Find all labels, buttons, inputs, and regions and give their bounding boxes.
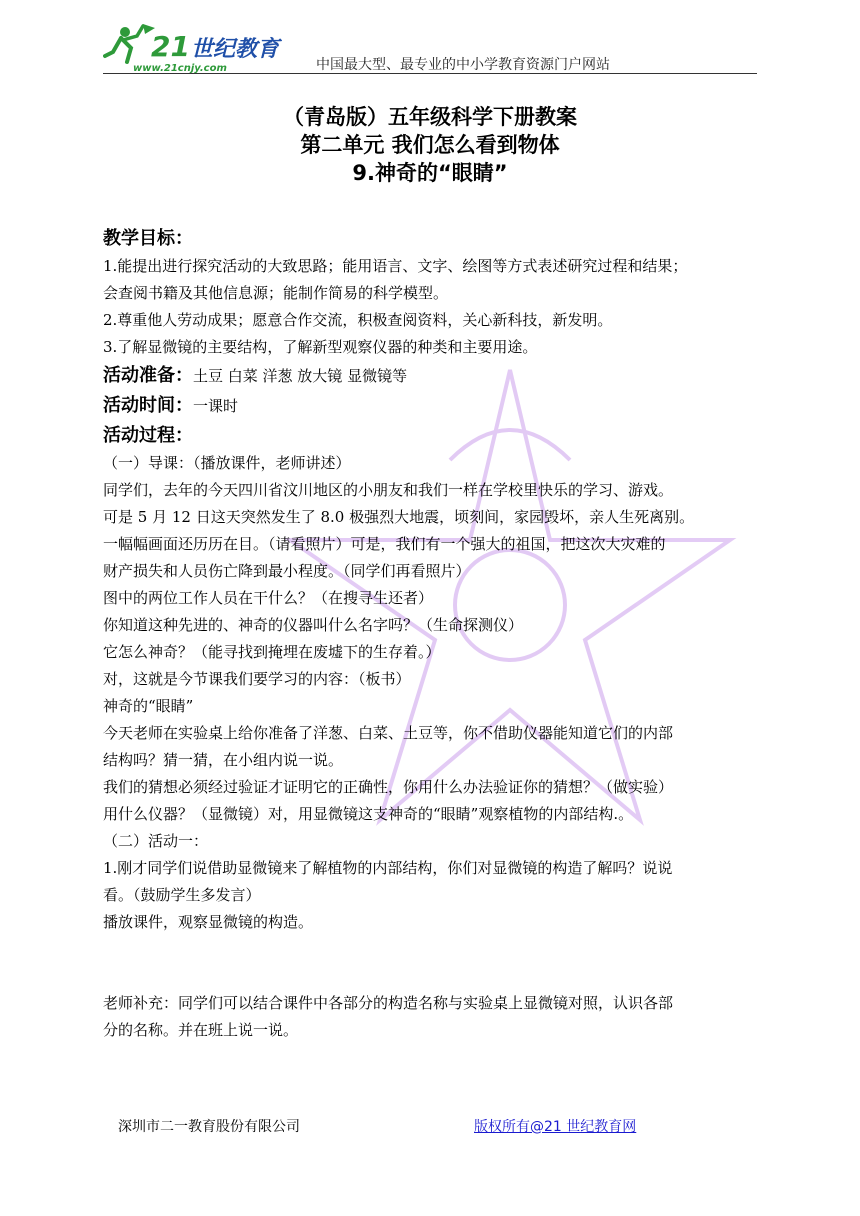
blank-space xyxy=(103,936,763,990)
process-line: 今天老师在实验桌上给你准备了洋葱、白菜、土豆等，你不借助仪器能知道它们的内部 xyxy=(103,724,674,742)
process-line: 1.刚才同学们说借助显微镜来了解植物的内部结构，你们对显微镜的构造了解吗？说说 xyxy=(103,859,673,877)
process-line: 可是 5 月 12 日这天突然发生了 8.0 极强烈大地震，顷刻间，家园毁坏，亲人生死离别。 xyxy=(103,508,695,526)
goal-item-1a: 1.能提出进行探究活动的大致思路；能用语言、文字、绘图等方式表述研究过程和结果； xyxy=(103,257,688,275)
svg-text:世纪教育: 世纪教育 xyxy=(191,37,280,62)
process-line: 播放课件，观察显微镜的构造。 xyxy=(103,913,314,931)
process-line: 神奇的“眼睛” xyxy=(103,697,194,715)
process-line: 结构吗？猜一猜，在小组内说一说。 xyxy=(103,751,344,769)
footer-company: 深圳市二一教育股份有限公司 xyxy=(118,1119,300,1135)
page-header xyxy=(103,20,757,76)
process-line: 你知道这种先进的、神奇的仪器叫什么名字吗？（生命探测仪） xyxy=(103,616,524,634)
goal-item-2: 2.尊重他人劳动成果；愿意合作交流，积极查阅资料，关心新科技，新发明。 xyxy=(103,311,613,329)
document-body xyxy=(103,224,763,1044)
process-line: 我们的猜想必须经过验证才证明它的正确性，你用什么办法验证你的猜想？（做实验） xyxy=(103,778,674,796)
prep-heading: 活动准备： xyxy=(103,365,193,386)
process-line: 图中的两位工作人员在干什么？（在搜寻生还者） xyxy=(103,589,434,607)
goal-item-3: 3.了解显微镜的主要结构，了解新型观察仪器的种类和主要用途。 xyxy=(103,338,538,356)
title-line-3: 9.神奇的“眼睛” xyxy=(352,161,508,185)
time-heading: 活动时间： xyxy=(103,395,193,416)
process-heading: 活动过程： xyxy=(103,425,193,446)
process-line: （一）导课：（播放课件，老师讲述） xyxy=(103,454,351,472)
site-slogan: 中国最大型、最专业的中小学教育资源门户网站 xyxy=(316,57,610,73)
process-line: 用什么仪器？（显微镜）对，用显微镜这支神奇的“眼睛”观察植物的内部结构.。 xyxy=(103,805,634,823)
goals-heading: 教学目标： xyxy=(103,228,193,249)
svg-text:21: 21 xyxy=(151,30,190,63)
process-line: 一幅幅画面还历历在目。（请看照片）可是，我们有一个强大的祖国，把这次大灾难的 xyxy=(103,535,666,553)
document-titles xyxy=(103,103,757,187)
process-line: 看。（鼓励学生多发言） xyxy=(103,886,261,904)
supplement-line-a: 老师补充：同学们可以结合课件中各部分的构造名称与实验桌上显微镜对照，认识各部 xyxy=(103,994,674,1012)
title-line-1: （青岛版）五年级科学下册教案 xyxy=(283,105,577,129)
process-line: （二）活动一： xyxy=(103,832,209,850)
site-logo[interactable] xyxy=(103,22,313,74)
prep-text: 土豆 白菜 洋葱 放大镜 显微镜等 xyxy=(193,367,408,385)
time-text: 一课时 xyxy=(193,397,239,415)
footer-copyright-link[interactable]: 版权所有@21 世纪教育网 xyxy=(474,1119,637,1135)
svg-text:www.21cnjy.com: www.21cnjy.com xyxy=(133,63,227,74)
process-line: 对，这就是今节课我们要学习的内容：（板书） xyxy=(103,670,411,688)
time-row xyxy=(103,391,763,421)
process-line: 同学们，去年的今天四川省汶川地区的小朋友和我们一样在学校里快乐的学习、游戏。 xyxy=(103,481,674,499)
process-line: 财产损失和人员伤亡降到最小程度。（同学们再看照片） xyxy=(103,562,471,580)
runner-icon xyxy=(105,24,155,62)
title-line-2: 第二单元 我们怎么看到物体 xyxy=(300,133,560,157)
header-divider xyxy=(103,73,757,74)
goal-item-1b: 会查阅书籍及其他信息源；能制作简易的科学模型。 xyxy=(103,284,449,302)
prep-row xyxy=(103,361,763,391)
supplement-line-b: 分的名称。并在班上说一说。 xyxy=(103,1021,299,1039)
process-line: 它怎么神奇？（能寻找到掩埋在废墟下的生存着。） xyxy=(103,643,441,661)
